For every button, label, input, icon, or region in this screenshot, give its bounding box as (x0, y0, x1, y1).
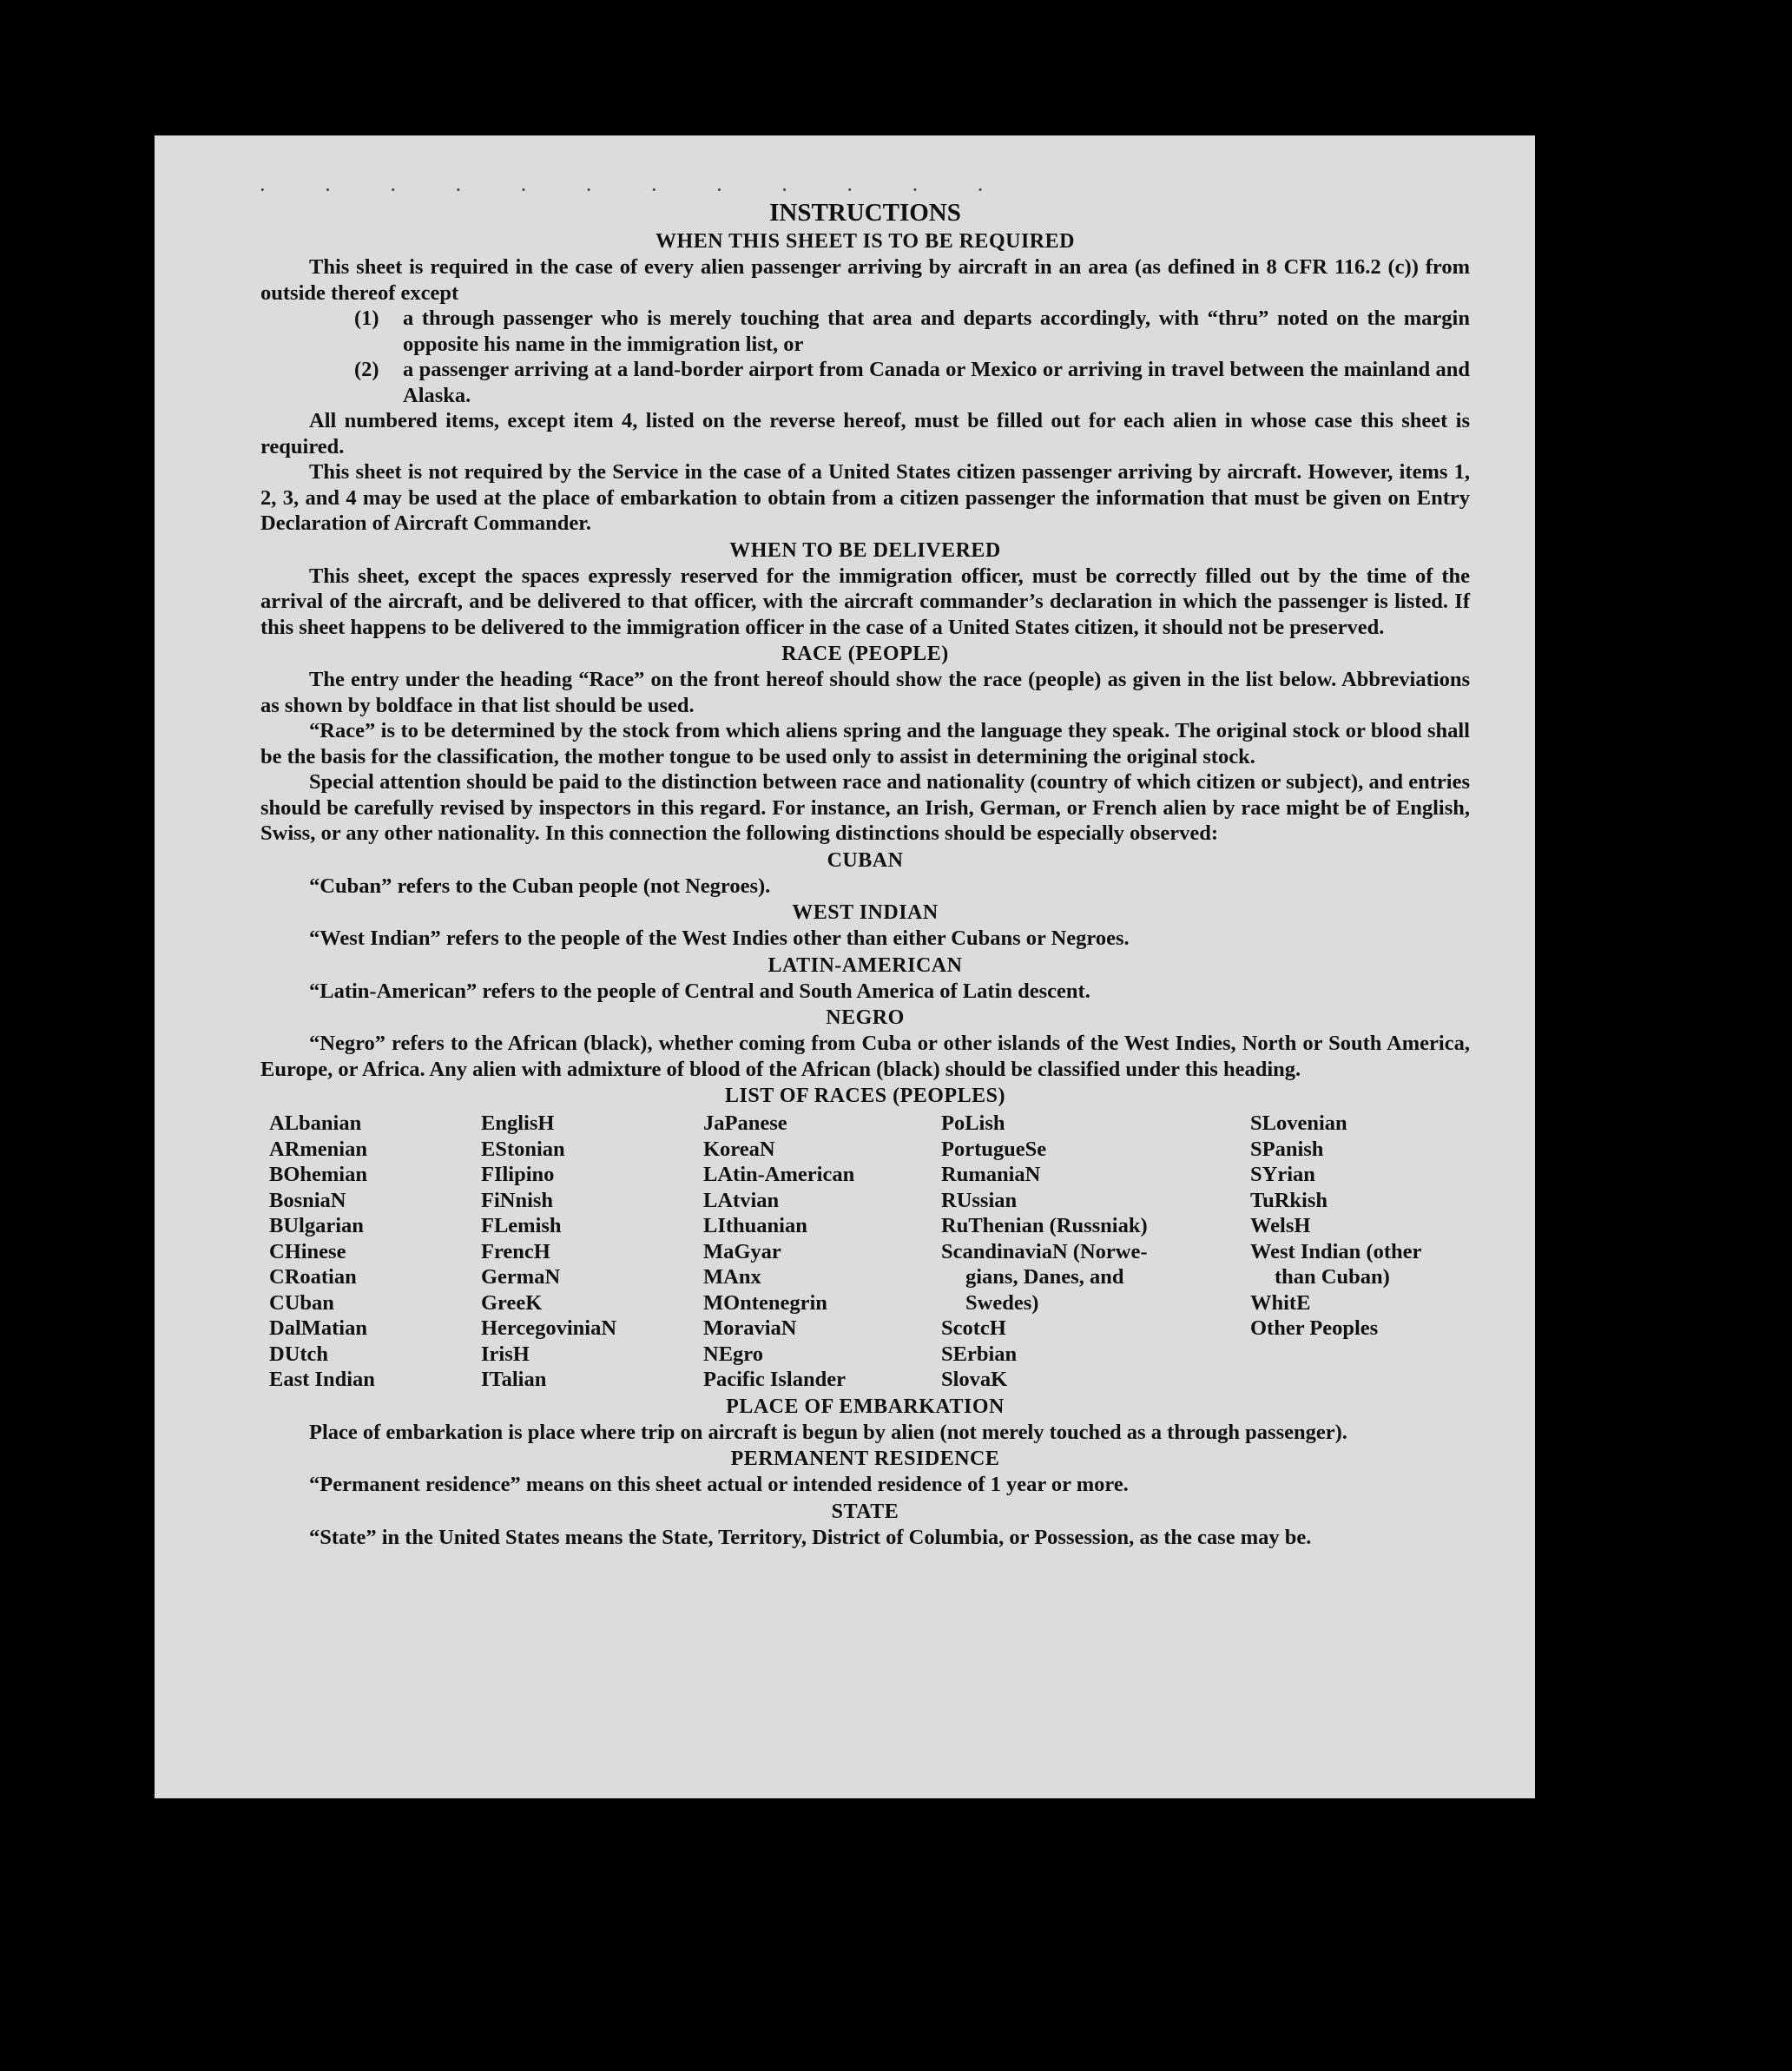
section-heading: LATIN-AMERICAN (768, 953, 963, 977)
race-entry: PortugueSe (941, 1137, 1047, 1161)
section-heading: LIST OF RACES (PEOPLES) (725, 1085, 1005, 1107)
race-entry: WhitE (1250, 1290, 1311, 1315)
section-permanent-residence (260, 1447, 1470, 1498)
section-heading: STATE (831, 1500, 899, 1523)
race-entry: EStonian (481, 1137, 565, 1161)
race-entry: EnglisH (481, 1111, 555, 1135)
section-place-of-embarkation (260, 1395, 1470, 1446)
races-column (481, 1111, 703, 1393)
race-entry: SErbian (941, 1342, 1018, 1366)
section-negro (260, 1006, 1470, 1082)
race-entry: FLemish (481, 1214, 562, 1237)
paragraph: This sheet, except the spaces expressly reserved for the immigration officer, must be correctly filled out by the time of the arrival of the aircraft, and be delivered to that officer, with the aircraft commander’s declaration in which the passenger is listed. If this sheet happens to be delivered to the immigration officer in the case of a United States citizen, it should not be preserved. (260, 564, 1470, 639)
race-entry: ARmenian (269, 1137, 367, 1161)
races-column (269, 1111, 481, 1393)
section-heading: CUBAN (827, 848, 904, 872)
race-entry: MOntenegrin (703, 1290, 827, 1315)
race-entry: JaPanese (703, 1111, 787, 1135)
section-list-of-races (260, 1084, 1470, 1393)
race-entry: ScandinaviaN (Norwe- (941, 1239, 1148, 1263)
item-number: (2) (354, 358, 379, 381)
race-entry: MaGyar (703, 1239, 781, 1263)
race-entry: NEgro (703, 1342, 763, 1366)
race-entry: RUssian (941, 1188, 1018, 1212)
race-entry: BUlgarian (269, 1214, 364, 1237)
section-heading: PERMANENT RESIDENCE (730, 1448, 1000, 1470)
races-column (1250, 1111, 1467, 1393)
section-heading: WEST INDIAN (792, 901, 939, 924)
race-entry: TuRkish (1250, 1188, 1328, 1212)
race-entry: IrisH (481, 1342, 530, 1366)
race-entry: BOhemian (269, 1163, 367, 1186)
paragraph: The entry under the heading “Race” on the front hereof should show the race (people) as given in the list below. Abbreviations as shown by boldface in that list should be used. (260, 668, 1470, 717)
section-west-indian (260, 900, 1470, 952)
page-title: INSTRUCTIONS (769, 199, 961, 227)
race-entry: CRoatian (269, 1265, 357, 1289)
list-item (260, 306, 1470, 357)
section-heading: NEGRO (826, 1006, 905, 1029)
race-entry: than Cuban) (1275, 1265, 1390, 1289)
race-entry: East Indian (269, 1368, 375, 1391)
race-entry: DUtch (269, 1342, 329, 1366)
paragraph: “Race” is to be determined by the stock from which aliens spring and the language they speak. The original stock or blood shall be the basis for the classification, the mother tongue to be used only to assist in determining the original stock. (260, 719, 1470, 768)
race-entry: MAnx (703, 1265, 761, 1289)
race-entry: RuThenian (Russniak) (941, 1214, 1148, 1237)
paragraph: “Permanent residence” means on this sheet actual or intended residence of 1 year or more. (309, 1473, 1129, 1496)
race-entry: DalMatian (269, 1316, 367, 1340)
section-race (260, 642, 1470, 847)
race-entry: LAtin-American (703, 1163, 855, 1186)
races-column (703, 1111, 941, 1393)
race-entry: LAtvian (703, 1188, 780, 1212)
item-number: (1) (354, 307, 379, 330)
race-entry: GermaN (481, 1265, 561, 1289)
item-text: a through passenger who is merely touching that area and departs accordingly, with “thru” noted on the margin opposite his name in the immigration list, or (403, 307, 1470, 356)
race-entry: GreeK (481, 1290, 543, 1315)
race-entry: West Indian (other (1250, 1239, 1422, 1263)
section-when-delivered (260, 538, 1470, 641)
race-entry: gians, Danes, and (965, 1265, 1124, 1289)
race-entry: HercegoviniaN (481, 1316, 617, 1340)
section-heading: PLACE OF EMBARKATION (726, 1395, 1005, 1418)
race-entry: SLovenian (1250, 1111, 1347, 1135)
section-state (260, 1500, 1470, 1551)
instruction-sheet (155, 135, 1535, 1798)
paragraph: “Cuban” refers to the Cuban people (not Negroes). (309, 874, 771, 898)
race-entry: CHinese (269, 1239, 346, 1263)
section-cuban (260, 848, 1470, 900)
race-entry: FrencH (481, 1239, 550, 1263)
race-entry: MoraviaN (703, 1316, 797, 1340)
paragraph: Special attention should be paid to the distinction between race and nationality (country of which citizen or subject), and entries should be carefully revised by inspectors in this regard. For instance, an Irish, German, or French alien by race might be of English, Swiss, or any other nationality. In this connection the following distinctions should be especially observed: (260, 770, 1470, 845)
race-entry: PoLish (941, 1111, 1005, 1135)
paragraph: “Negro” refers to the African (black), whether coming from Cuba or other islands of the West Indies, North or South America, Europe, or Africa. Any alien with admixture of blood of the African (black) should be classified under this heading. (260, 1032, 1470, 1081)
section-heading: RACE (PEOPLE) (781, 643, 949, 665)
race-entry: WelsH (1250, 1214, 1311, 1237)
race-entry: ScotcH (941, 1316, 1006, 1340)
race-entry: LIthuanian (703, 1214, 807, 1237)
race-entry: FiNnish (481, 1188, 554, 1212)
race-entry: Other Peoples (1250, 1316, 1379, 1340)
race-entry: Pacific Islander (703, 1368, 846, 1391)
paragraph: “State” in the United States means the State, Territory, District of Columbia, or Possession, as the case may be. (309, 1525, 1312, 1549)
section-when-required (260, 229, 1470, 537)
races-table (269, 1111, 1470, 1393)
list-item (260, 357, 1470, 408)
section-heading: WHEN THIS SHEET IS TO BE REQUIRED (656, 230, 1075, 253)
race-entry: SlovaK (941, 1368, 1008, 1391)
race-entry: ALbanian (269, 1111, 362, 1135)
race-entry: SYrian (1250, 1163, 1315, 1186)
paragraph: This sheet is not required by the Service in the case of a United States citizen passenger arriving by aircraft. However, items 1, 2, 3, and 4 may be used at the place of embarkation to obtain from a citizen passenger the information that must be given on Entry Declaration of Aircraft Commander. (260, 460, 1470, 535)
race-entry: Swedes) (965, 1290, 1039, 1315)
item-text: a passenger arriving at a land-border airport from Canada or Mexico or arriving in travel between the mainland and Alaska. (403, 358, 1470, 407)
paragraph: “West Indian” refers to the people of the West Indies other than either Cubans or Negroes. (309, 927, 1130, 950)
race-entry: SPanish (1250, 1137, 1324, 1161)
race-entry: BosniaN (269, 1188, 346, 1212)
races-column (941, 1111, 1250, 1393)
section-heading: WHEN TO BE DELIVERED (729, 538, 1001, 562)
race-entry: CUban (269, 1290, 334, 1315)
race-entry: RumaniaN (941, 1163, 1041, 1186)
race-entry: FIlipino (481, 1163, 555, 1186)
paragraph: Place of embarkation is place where trip on aircraft is begun by alien (not merely touched as a through passenger). (309, 1420, 1347, 1444)
paragraph: “Latin-American” refers to the people of Central and South America of Latin descent. (309, 979, 1090, 1003)
section-latin-american (260, 953, 1470, 1005)
paragraph: All numbered items, except item 4, listed on the reverse hereof, must be filled out for each alien in whose case this sheet is required. (260, 409, 1470, 458)
paragraph: This sheet is required in the case of every alien passenger arriving by aircraft in an area (as defined in 8 CFR 116.2 (c)) from outside thereof except (260, 255, 1470, 305)
race-entry: ITalian (481, 1368, 547, 1391)
race-entry: KoreaN (703, 1137, 775, 1161)
punch-marks: · · · · · · · · · · · · (259, 177, 1011, 202)
